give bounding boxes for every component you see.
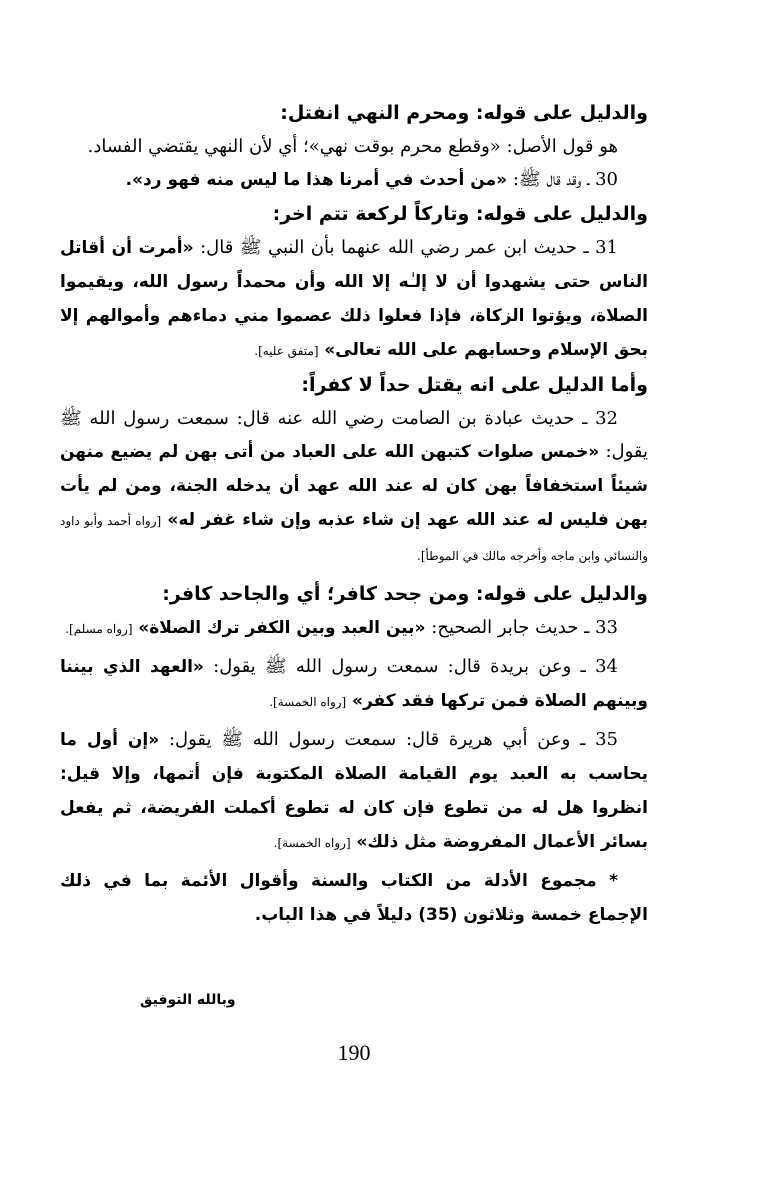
hadith-quote: «أمرت أن أقاتل الناس حتى يشهدوا أن لا إلـٰه إلا الله وأن محمداً رسول الله، ويقيموا الصلاة، ويؤتوا الزكاة، فإذا فعلوا ذلك عصموا مني دماءهم وأموالهم إلا بحق الإسلام وحسابهم على الله تعالى»	[60, 238, 648, 360]
closing-phrase: وبالله التوفيق	[140, 992, 236, 1008]
hadith-33	[60, 611, 648, 646]
hadith-lead: ـ حديث ابن عمر رضي الله عنهما بأن النبي ﷺ قال:	[200, 237, 589, 258]
hadith-number: 32	[595, 408, 618, 429]
hadith-source: [متفق عليه].	[254, 344, 319, 358]
hadith-quote: «خمس صلوات كتبهن الله على العباد من أتى بهن لم يضيع منهن شيئاً استخفافاً بهن كان له عند الله عهد أن يدخله الجنة، ومن لم يأت بهن فليس له عند الله عهد إن شاء عذبه وإن شاء غفر له»	[60, 442, 648, 530]
hadith-32	[60, 402, 648, 573]
paragraph	[60, 130, 648, 163]
hadith-lead: ـ وعن بريدة قال: سمعت رسول الله ﷺ يقول:	[213, 656, 586, 677]
section-heading: وأما الدليل على انه يقتل حداً لا كفراً:	[301, 374, 648, 396]
section-heading: والدليل على قوله: ومحرم النهي انفتل:	[280, 102, 648, 124]
paragraph-text: هو قول الأصل: «وقطع محرم بوقت نهي»؛ أي لأن النهي يقتضي الفساد.	[87, 136, 618, 157]
summary	[60, 864, 648, 932]
hadith-number: 31	[595, 237, 618, 258]
hadith-number: 35	[595, 729, 618, 750]
hadith-34	[60, 650, 648, 719]
hadith-source: [رواه الخمسة].	[269, 695, 347, 709]
summary-text: * مجموع الأدلة من الكتاب والسنة وأقوال الأئمة بما في ذلك الإجماع خمسة وثلاثون (35) دليلاً في هذا الباب.	[60, 871, 648, 925]
hadith-lead: ـ وقد قال ﷺ:	[512, 169, 590, 190]
hadith-lead: ـ وعن أبي هريرة قال: سمعت رسول الله ﷺ يقول:	[168, 729, 586, 750]
hadith-quote: «إن أول ما يحاسب به العبد يوم القيامة الصلاة المكتوبة فإن أتمها، وإلا قيل: انظروا هل له من تطوع فإن كان له تطوع أكملت الفريضة، ثم يفعل بسائر الأعمال المفروضة مثل ذلك»	[60, 730, 648, 852]
page-number: 190	[337, 1040, 371, 1065]
hadith-source: [رواه أحمد وأبو داود والنسائي وابن ماجه وأخرجه مالك في الموطأ].	[60, 514, 648, 563]
hadith-quote: «من أحدث في أمرنا هذا ما ليس منه فهو رد».	[125, 170, 508, 190]
hadith-lead: ـ حديث عبادة بن الصامت رضي الله عنه قال: سمعت رسول الله ﷺ يقول:	[60, 408, 648, 462]
hadith-lead: ـ حديث جابر الصحيح:	[431, 617, 590, 638]
hadith-30	[60, 163, 648, 197]
hadith-quote: «بين العبد وبين الكفر ترك الصلاة»	[138, 618, 426, 638]
page-body	[60, 96, 648, 932]
hadith-number: 30	[595, 169, 618, 190]
hadith-31	[60, 231, 648, 368]
section-heading: والدليل على قوله: ومن جحد كافر؛ أي والجاحد كافر:	[162, 583, 648, 605]
section-heading: والدليل على قوله: وتاركاً لركعة تتم اخر:	[272, 203, 648, 225]
hadith-number: 33	[595, 617, 618, 638]
hadith-source: [رواه الخمسة].	[273, 836, 351, 850]
hadith-source: [رواه مسلم].	[65, 622, 133, 636]
hadith-quote: «العهد الذي بيننا وبينهم الصلاة فمن تركها فقد كفر»	[60, 657, 648, 711]
hadith-number: 34	[595, 656, 618, 677]
hadith-35	[60, 723, 648, 860]
